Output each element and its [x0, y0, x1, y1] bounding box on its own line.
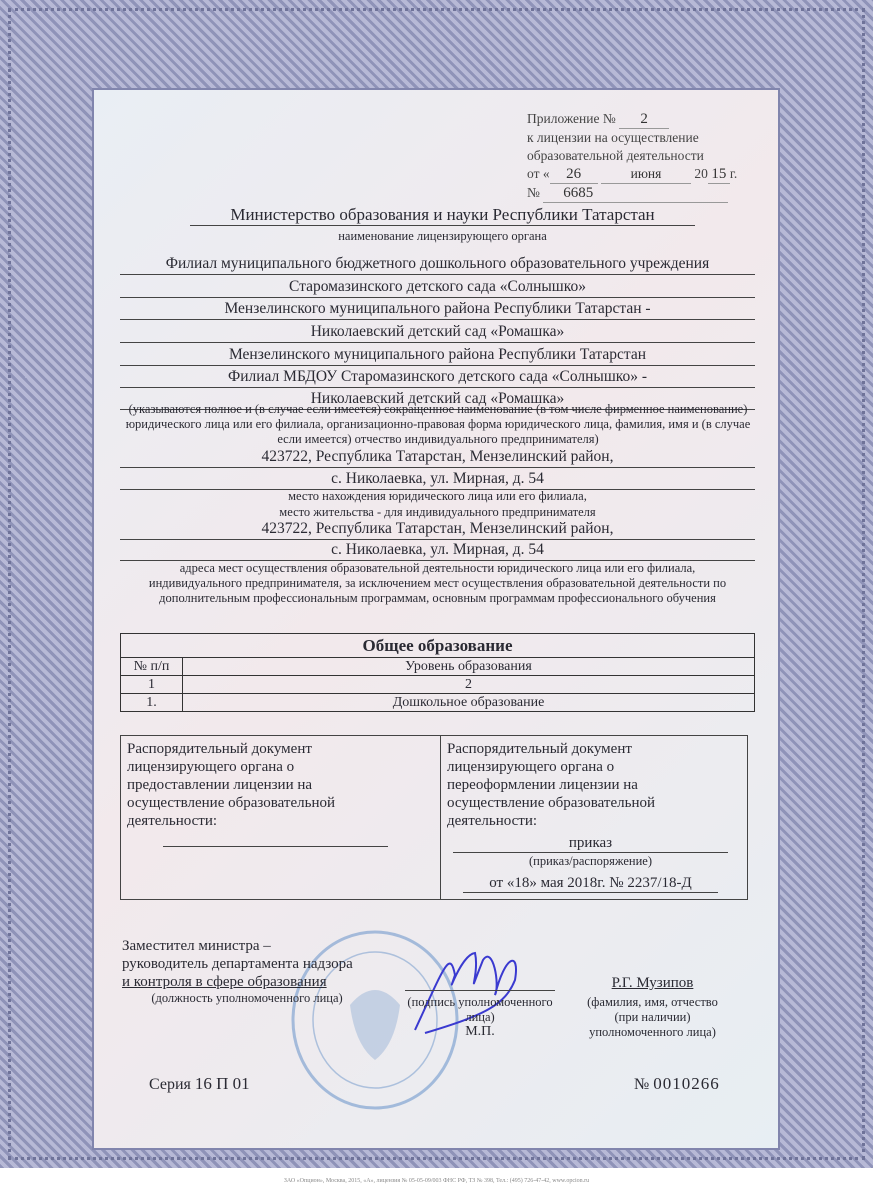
document-type-caption: (приказ/распоряжение): [528, 854, 653, 868]
location-caption: место жительства - для индивидуального предпринимателя: [279, 505, 596, 519]
position-line: и контроля в сфере образования: [122, 974, 327, 990]
org-line: Старомазинского детского сада «Солнышко»: [120, 277, 755, 298]
authority-name: Министерство образования и науки Республики Татарстан: [190, 205, 695, 226]
location-caption: место нахождения юридического лица или его филиала,: [288, 489, 587, 503]
document-type: приказ: [453, 834, 728, 853]
org-line: Филиал муниципального бюджетного дошкольного образовательного учреждения: [120, 254, 755, 275]
date-year: 15: [708, 165, 730, 184]
date-label: от «: [527, 166, 550, 181]
series-label: Серия: [149, 1076, 191, 1093]
form-number-label: №: [634, 1076, 650, 1093]
position-caption: (должность уполномоченного лица): [151, 991, 343, 1005]
column-number: 1: [121, 676, 183, 694]
org-line: Николаевский детский сад «Ромашка»: [120, 322, 755, 343]
signer-position: [122, 937, 353, 991]
activity-address-caption: адреса мест осуществления образовательной деятельности юридического лица или его филиала, индивидуального предпринимателя, за исключением мест осуществления образовательной деятельности по дополнительным профессиональным программам, основным программам профессионального обучения: [148, 561, 727, 605]
column-header: № п/п: [121, 658, 183, 676]
signature-line: [405, 990, 555, 991]
date-month: июня: [601, 165, 691, 184]
reissue-document-text: Распорядительный документ лицензирующего органа о переоформлении лицензии на осуществление образовательной деятельности:: [447, 741, 655, 829]
year-prefix: 20: [694, 166, 708, 181]
org-line: Николаевский детский сад «Ромашка»: [120, 389, 755, 410]
form-number: [634, 1074, 720, 1094]
seal-place: М.П.: [465, 1024, 495, 1039]
signer-name: Р.Г. Музипов: [611, 975, 694, 991]
year-suffix: г.: [729, 166, 738, 181]
license-number: 6685: [543, 184, 728, 203]
reissue-document-box: [440, 735, 748, 900]
activity-address-line: с. Николаевка, ул. Мирная, д. 54: [120, 540, 755, 561]
row-number: 1.: [121, 694, 183, 712]
table-row: [121, 694, 755, 712]
appendix-number: 2: [619, 110, 669, 129]
appendix-line: к лицензии на осуществление: [527, 130, 699, 145]
printer-imprint: ЗАО «Опцион», Москва, 2015, «А», лицензия № 05-05-09/003 ФНС РФ, ТЗ № 398, Тел.: (495) 726-47-42, www.opcion.ru: [283, 1178, 590, 1184]
authority-caption: наименование лицензирующего органа: [338, 229, 547, 243]
grant-document-text: Распорядительный документ лицензирующего органа о предоставлении лицензии на осуществление образовательной деятельности:: [127, 741, 335, 829]
activity-address-line: 423722, Республика Татарстан, Мензелинский район,: [120, 519, 755, 540]
position-line: Заместител министра –: [122, 938, 271, 954]
education-table: [120, 633, 755, 712]
column-number: 2: [183, 676, 755, 694]
row-level: Дошкольное образование: [183, 694, 755, 712]
org-line: Филиал МБДОУ Старомазинского детского сада «Солнышко» -: [120, 367, 755, 388]
org-line: Мензелинского муниципального района Республики Татарстан: [120, 345, 755, 366]
series: [149, 1074, 250, 1094]
series-value: 16 П 01: [194, 1074, 250, 1093]
grant-document-box: [120, 735, 441, 900]
location-line: 423722, Республика Татарстан, Мензелинский район,: [120, 447, 755, 468]
org-caption: (указываются полное и (в случае если имеется) сокращенное наименование (в том числе фирменное наименование) юридического лица или его филиала, организационно-правовая форма юридического лица, фамилия, имя и (в случае если имеется) отчество индивидуального предпринимателя): [125, 402, 751, 446]
column-header: Уровень образования: [183, 658, 755, 676]
signer-name-caption: (фамилия, имя, отчество (при наличии) уполномоченного лица): [587, 995, 718, 1039]
appendix-label: Приложение №: [527, 111, 616, 126]
appendix-header: [527, 110, 737, 203]
form-number-value: 0010266: [653, 1074, 720, 1093]
org-line: Мензелинского муниципального района Республики Татарстан -: [120, 299, 755, 320]
location-line: с. Николаевка, ул. Мирная, д. 54: [120, 469, 755, 490]
appendix-line: образовательной деятельности: [527, 148, 704, 163]
date-day: 26: [550, 165, 598, 184]
table-title: Общее образование: [121, 634, 755, 658]
grant-document-blank: [163, 846, 388, 847]
signature-caption: (подпись уполномоченного лица): [407, 995, 553, 1024]
position-line: руководитель департамента надзора: [122, 956, 353, 972]
number-label: №: [527, 185, 540, 200]
document-date: от «18» мая 2018г. № 2237/18-Д: [463, 874, 718, 893]
